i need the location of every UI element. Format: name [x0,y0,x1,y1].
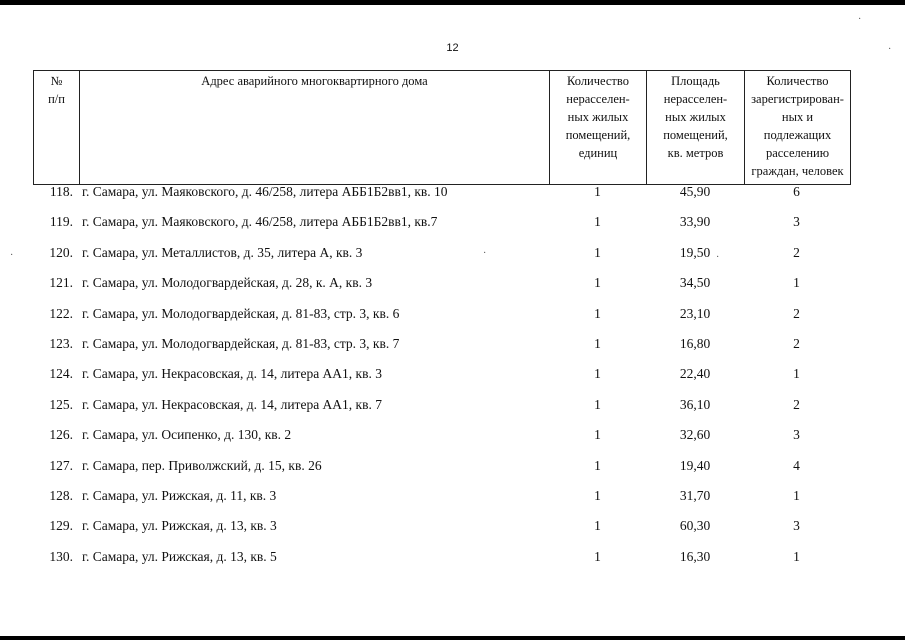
row-people: 3 [793,214,800,230]
row-address: г. Самара, ул. Рижская, д. 13, кв. 5 [82,548,277,564]
row-people: 1 [793,275,800,291]
row-units: 1 [594,518,601,534]
row-area: 32,60 [679,427,711,443]
row-address: г. Самара, ул. Молодогвардейская, д. 81-83, стр. 3, кв. 6 [82,305,400,321]
row-people: 1 [793,487,800,503]
scan-speck: · [888,44,892,55]
header-number: № п/п [34,71,80,184]
row-number: 127. [49,457,73,473]
header-units: Количество нерасселен- ных жилых помещений, единиц [550,71,647,184]
row-address: г. Самара, пер. Приволжский, д. 15, кв. 26 [82,457,322,473]
table-row [33,425,851,455]
row-people: 1 [793,548,800,564]
row-people: 2 [793,244,800,260]
table-header [33,70,851,185]
row-number: 122. [49,305,73,321]
row-address: г. Самара, ул. Маяковского, д. 46/258, литера АББ1Б2вв1, кв. 10 [82,184,448,199]
table-row [33,486,851,516]
row-number: 130. [49,548,73,564]
row-area: 19,40 [679,457,711,473]
row-people: 3 [793,518,800,534]
table-row [33,395,851,425]
row-units: 1 [594,244,601,260]
row-number: 128. [49,487,73,503]
row-number: 119. [49,214,73,230]
table-row [33,182,851,212]
row-number: 118. [49,184,73,199]
row-number: 129. [49,518,73,534]
row-address: г. Самара, ул. Маяковского, д. 46/258, литера АББ1Б2вв1, кв.7 [82,214,438,230]
table-row [33,516,851,546]
row-area: 34,50 [679,275,711,291]
row-people: 2 [793,396,800,412]
row-units: 1 [594,275,601,291]
row-units: 1 [594,487,601,503]
row-number: 126. [49,427,73,443]
row-units: 1 [594,305,601,321]
table-body [33,182,851,577]
row-units: 1 [594,366,601,382]
scan-bottom-border [0,636,905,640]
row-address: г. Самара, ул. Осипенко, д. 130, кв. 2 [82,427,292,443]
header-area: Площадь нерасселен- ных жилых помещений, кв. метров [647,71,745,184]
row-people: 2 [793,305,800,321]
row-people: 3 [793,427,800,443]
row-area: 16,30 [679,548,711,564]
row-address: г. Самара, ул. Металлистов, д. 35, литера А, кв. 3 [82,244,363,260]
scan-speck: · [716,252,720,263]
row-area: 33,90 [679,214,711,230]
row-people: 4 [793,457,800,473]
header-people: Количество зарегистрирован- ных и подлежащих расселению граждан, человек [751,74,844,178]
row-area: 23,10 [679,305,711,321]
scan-speck: · [10,250,14,261]
scan-speck: · [858,14,862,25]
row-area: 31,70 [679,487,711,503]
row-number: 121. [49,275,73,291]
row-area: 45,90 [679,184,711,199]
row-number: 123. [49,335,73,351]
row-area: 60,30 [679,518,711,534]
row-number: 120. [49,244,73,260]
row-units: 1 [594,335,601,351]
row-area: 36,10 [679,396,711,412]
row-area: 19,50 [679,244,711,260]
row-area: 22,40 [679,366,711,382]
table-row [33,243,851,273]
row-people: 2 [793,335,800,351]
row-address: г. Самара, ул. Некрасовская, д. 14, литера АА1, кв. 3 [82,366,382,382]
table-row [33,364,851,394]
row-address: г. Самара, ул. Молодогвардейская, д. 81-83, стр. 3, кв. 7 [82,335,400,351]
row-people: 1 [793,366,800,382]
row-units: 1 [594,548,601,564]
scan-speck: · [483,248,487,259]
row-units: 1 [594,184,601,199]
table-row [33,334,851,364]
row-address: г. Самара, ул. Некрасовская, д. 14, литера АА1, кв. 7 [82,396,382,412]
row-number: 125. [49,396,73,412]
row-people: 6 [793,184,800,199]
page-number: 12 [446,42,459,54]
row-area: 16,80 [679,335,711,351]
table-row [33,304,851,334]
scan-top-border [0,0,905,5]
row-units: 1 [594,427,601,443]
table-row [33,212,851,242]
row-units: 1 [594,457,601,473]
row-address: г. Самара, ул. Рижская, д. 11, кв. 3 [82,487,277,503]
row-units: 1 [594,396,601,412]
table-row [33,273,851,303]
header-address: Адрес аварийного многоквартирного дома [80,71,550,184]
row-number: 124. [49,366,73,382]
row-address: г. Самара, ул. Рижская, д. 13, кв. 3 [82,518,277,534]
row-units: 1 [594,214,601,230]
table-row [33,456,851,486]
row-address: г. Самара, ул. Молодогвардейская, д. 28, к. А, кв. 3 [82,275,373,291]
table-row [33,547,851,577]
